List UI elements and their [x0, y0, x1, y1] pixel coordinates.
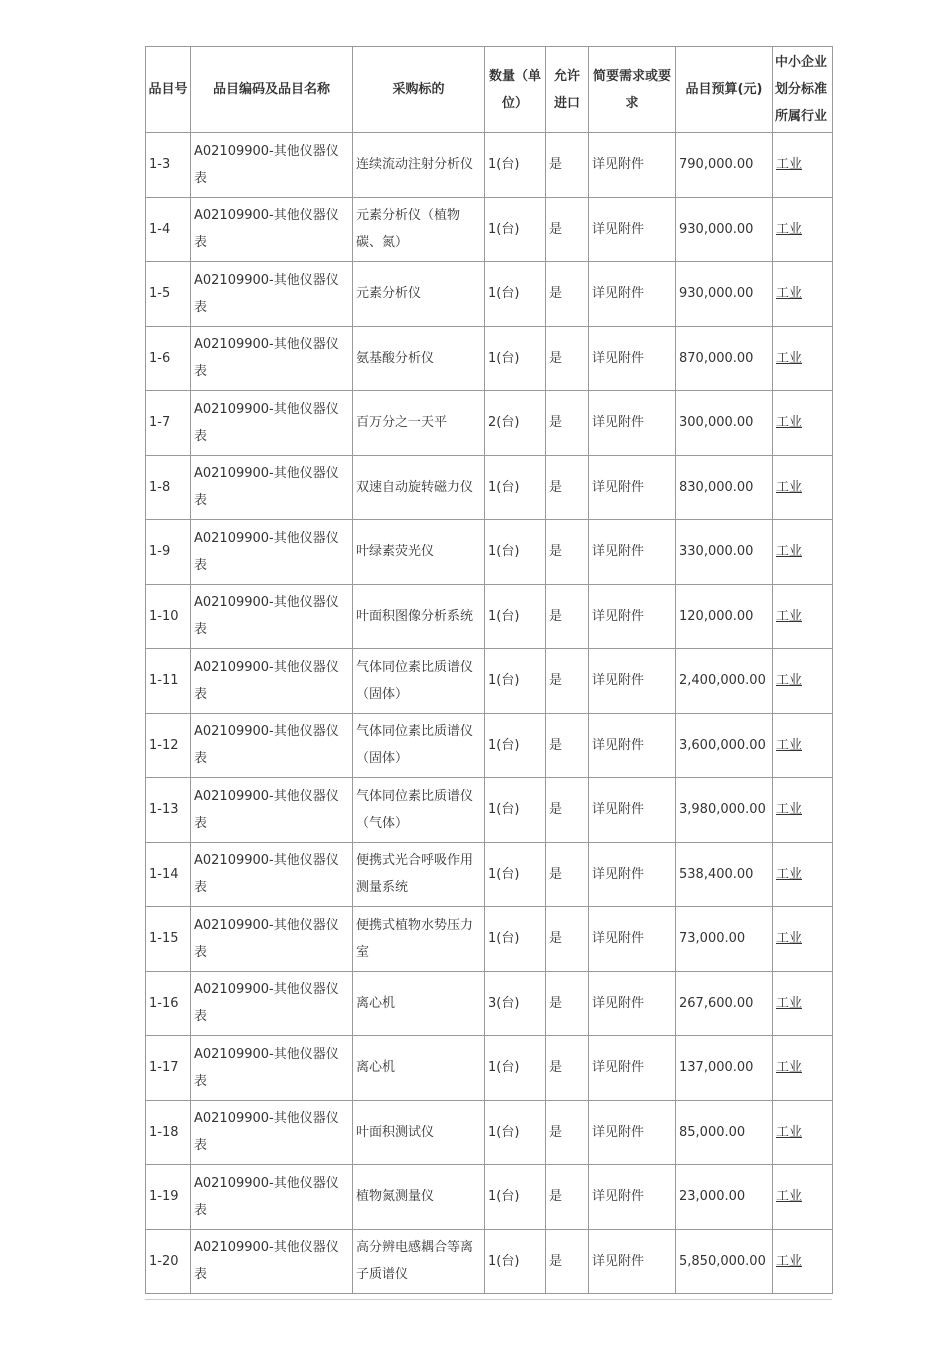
cell-item-code-name: A02109900-其他仪器仪表 [191, 262, 353, 327]
cell-budget: 73,000.00 [676, 907, 773, 972]
cell-item-number: 1-13 [146, 778, 191, 843]
cell-requirements: 详见附件 [589, 1165, 676, 1230]
cell-import-allowed: 是 [546, 133, 589, 198]
cell-quantity: 1(台) [485, 520, 546, 585]
cell-procurement-target: 百万分之一天平 [353, 391, 485, 456]
cell-procurement-target: 连续流动注射分析仪 [353, 133, 485, 198]
cell-budget: 300,000.00 [676, 391, 773, 456]
cell-requirements: 详见附件 [589, 1100, 676, 1165]
cell-requirements: 详见附件 [589, 842, 676, 907]
cell-procurement-target: 植物氮测量仪 [353, 1165, 485, 1230]
cell-budget: 2,400,000.00 [676, 649, 773, 714]
cell-industry-link[interactable]: 工业 [773, 778, 833, 843]
table-row [146, 520, 833, 585]
cell-industry-link[interactable]: 工业 [773, 1100, 833, 1165]
cell-industry-link[interactable]: 工业 [773, 391, 833, 456]
cell-quantity: 3(台) [485, 971, 546, 1036]
cell-item-number: 1-15 [146, 907, 191, 972]
cell-procurement-target: 离心机 [353, 971, 485, 1036]
cell-item-number: 1-16 [146, 971, 191, 1036]
bottom-divider [145, 1299, 832, 1300]
cell-budget: 538,400.00 [676, 842, 773, 907]
cell-import-allowed: 是 [546, 778, 589, 843]
cell-item-number: 1-12 [146, 713, 191, 778]
cell-item-code-name: A02109900-其他仪器仪表 [191, 907, 353, 972]
cell-procurement-target: 气体同位素比质谱仪（固体） [353, 713, 485, 778]
cell-quantity: 1(台) [485, 649, 546, 714]
header-quantity-unit: 数量（单位） [485, 47, 546, 133]
cell-industry-link[interactable]: 工业 [773, 649, 833, 714]
cell-requirements: 详见附件 [589, 326, 676, 391]
cell-import-allowed: 是 [546, 584, 589, 649]
cell-requirements: 详见附件 [589, 907, 676, 972]
cell-item-number: 1-17 [146, 1036, 191, 1101]
cell-item-code-name: A02109900-其他仪器仪表 [191, 391, 353, 456]
cell-industry-link[interactable]: 工业 [773, 1165, 833, 1230]
cell-import-allowed: 是 [546, 197, 589, 262]
table-row [146, 391, 833, 456]
header-sme-industry: 中小企业划分标准所属行业 [773, 47, 833, 133]
cell-import-allowed: 是 [546, 391, 589, 456]
cell-budget: 267,600.00 [676, 971, 773, 1036]
cell-requirements: 详见附件 [589, 520, 676, 585]
cell-budget: 120,000.00 [676, 584, 773, 649]
table-row [146, 1229, 833, 1294]
cell-requirements: 详见附件 [589, 971, 676, 1036]
cell-import-allowed: 是 [546, 1036, 589, 1101]
cell-procurement-target: 高分辨电感耦合等离子质谱仪 [353, 1229, 485, 1294]
cell-import-allowed: 是 [546, 326, 589, 391]
cell-item-number: 1-4 [146, 197, 191, 262]
cell-quantity: 1(台) [485, 197, 546, 262]
cell-budget: 23,000.00 [676, 1165, 773, 1230]
cell-requirements: 详见附件 [589, 197, 676, 262]
cell-import-allowed: 是 [546, 262, 589, 327]
cell-requirements: 详见附件 [589, 262, 676, 327]
cell-item-code-name: A02109900-其他仪器仪表 [191, 133, 353, 198]
cell-industry-link[interactable]: 工业 [773, 520, 833, 585]
cell-industry-link[interactable]: 工业 [773, 1229, 833, 1294]
cell-budget: 3,980,000.00 [676, 778, 773, 843]
cell-requirements: 详见附件 [589, 1036, 676, 1101]
table-row [146, 455, 833, 520]
header-item-code-name: 品目编码及品目名称 [191, 47, 353, 133]
header-import-allowed: 允许进口 [546, 47, 589, 133]
cell-budget: 790,000.00 [676, 133, 773, 198]
cell-item-code-name: A02109900-其他仪器仪表 [191, 584, 353, 649]
table-row [146, 649, 833, 714]
procurement-items-table [145, 46, 833, 1294]
cell-item-number: 1-14 [146, 842, 191, 907]
cell-quantity: 1(台) [485, 778, 546, 843]
cell-item-number: 1-8 [146, 455, 191, 520]
cell-quantity: 2(台) [485, 391, 546, 456]
cell-budget: 330,000.00 [676, 520, 773, 585]
cell-procurement-target: 叶面积图像分析系统 [353, 584, 485, 649]
cell-requirements: 详见附件 [589, 584, 676, 649]
cell-item-code-name: A02109900-其他仪器仪表 [191, 1036, 353, 1101]
cell-budget: 870,000.00 [676, 326, 773, 391]
table-row [146, 842, 833, 907]
cell-import-allowed: 是 [546, 649, 589, 714]
table-row [146, 584, 833, 649]
cell-quantity: 1(台) [485, 1229, 546, 1294]
cell-quantity: 1(台) [485, 1100, 546, 1165]
cell-item-number: 1-9 [146, 520, 191, 585]
cell-quantity: 1(台) [485, 842, 546, 907]
cell-item-number: 1-3 [146, 133, 191, 198]
table-row [146, 326, 833, 391]
cell-import-allowed: 是 [546, 455, 589, 520]
cell-industry-link[interactable]: 工业 [773, 842, 833, 907]
table-row [146, 713, 833, 778]
cell-import-allowed: 是 [546, 1100, 589, 1165]
cell-import-allowed: 是 [546, 842, 589, 907]
header-requirements: 简要需求或要求 [589, 47, 676, 133]
cell-budget: 830,000.00 [676, 455, 773, 520]
cell-industry-link[interactable]: 工业 [773, 455, 833, 520]
cell-budget: 930,000.00 [676, 262, 773, 327]
cell-procurement-target: 叶面积测试仪 [353, 1100, 485, 1165]
cell-item-code-name: A02109900-其他仪器仪表 [191, 197, 353, 262]
cell-requirements: 详见附件 [589, 133, 676, 198]
cell-item-number: 1-19 [146, 1165, 191, 1230]
cell-item-code-name: A02109900-其他仪器仪表 [191, 455, 353, 520]
cell-quantity: 1(台) [485, 133, 546, 198]
cell-import-allowed: 是 [546, 1229, 589, 1294]
cell-import-allowed: 是 [546, 520, 589, 585]
table-row [146, 1036, 833, 1101]
cell-item-code-name: A02109900-其他仪器仪表 [191, 649, 353, 714]
table-row [146, 907, 833, 972]
table-row [146, 133, 833, 198]
cell-budget: 3,600,000.00 [676, 713, 773, 778]
cell-quantity: 1(台) [485, 326, 546, 391]
header-procurement-target: 采购标的 [353, 47, 485, 133]
cell-budget: 930,000.00 [676, 197, 773, 262]
table-header-row [146, 47, 833, 133]
header-item-number: 品目号 [146, 47, 191, 133]
cell-item-number: 1-7 [146, 391, 191, 456]
cell-budget: 137,000.00 [676, 1036, 773, 1101]
cell-industry-link[interactable]: 工业 [773, 971, 833, 1036]
table-row [146, 197, 833, 262]
cell-industry-link[interactable]: 工业 [773, 584, 833, 649]
cell-industry-link[interactable]: 工业 [773, 197, 833, 262]
cell-procurement-target: 气体同位素比质谱仪（气体） [353, 778, 485, 843]
cell-quantity: 1(台) [485, 262, 546, 327]
cell-requirements: 详见附件 [589, 1229, 676, 1294]
table-row [146, 1165, 833, 1230]
cell-industry-link[interactable]: 工业 [773, 262, 833, 327]
cell-procurement-target: 气体同位素比质谱仪（固体） [353, 649, 485, 714]
cell-requirements: 详见附件 [589, 713, 676, 778]
cell-industry-link[interactable]: 工业 [773, 713, 833, 778]
cell-item-number: 1-5 [146, 262, 191, 327]
table-row [146, 262, 833, 327]
table-row [146, 971, 833, 1036]
table-row [146, 1100, 833, 1165]
cell-import-allowed: 是 [546, 971, 589, 1036]
cell-import-allowed: 是 [546, 713, 589, 778]
cell-procurement-target: 氨基酸分析仪 [353, 326, 485, 391]
cell-requirements: 详见附件 [589, 649, 676, 714]
cell-quantity: 1(台) [485, 1165, 546, 1230]
cell-procurement-target: 元素分析仪（植物碳、氮） [353, 197, 485, 262]
cell-requirements: 详见附件 [589, 391, 676, 456]
cell-item-code-name: A02109900-其他仪器仪表 [191, 1229, 353, 1294]
cell-quantity: 1(台) [485, 907, 546, 972]
cell-procurement-target: 便携式光合呼吸作用测量系统 [353, 842, 485, 907]
cell-quantity: 1(台) [485, 455, 546, 520]
cell-item-number: 1-11 [146, 649, 191, 714]
cell-import-allowed: 是 [546, 1165, 589, 1230]
cell-item-code-name: A02109900-其他仪器仪表 [191, 971, 353, 1036]
cell-procurement-target: 离心机 [353, 1036, 485, 1101]
cell-procurement-target: 元素分析仪 [353, 262, 485, 327]
cell-item-code-name: A02109900-其他仪器仪表 [191, 1100, 353, 1165]
cell-item-code-name: A02109900-其他仪器仪表 [191, 326, 353, 391]
cell-industry-link[interactable]: 工业 [773, 326, 833, 391]
cell-item-number: 1-10 [146, 584, 191, 649]
cell-quantity: 1(台) [485, 1036, 546, 1101]
cell-industry-link[interactable]: 工业 [773, 907, 833, 972]
cell-item-number: 1-20 [146, 1229, 191, 1294]
cell-item-code-name: A02109900-其他仪器仪表 [191, 520, 353, 585]
cell-item-number: 1-6 [146, 326, 191, 391]
cell-item-code-name: A02109900-其他仪器仪表 [191, 1165, 353, 1230]
cell-import-allowed: 是 [546, 907, 589, 972]
cell-quantity: 1(台) [485, 584, 546, 649]
cell-procurement-target: 便携式植物水势压力室 [353, 907, 485, 972]
table-body [146, 133, 833, 1294]
cell-item-number: 1-18 [146, 1100, 191, 1165]
header-item-budget: 品目预算(元) [676, 47, 773, 133]
cell-item-code-name: A02109900-其他仪器仪表 [191, 842, 353, 907]
cell-requirements: 详见附件 [589, 778, 676, 843]
table-row [146, 778, 833, 843]
cell-quantity: 1(台) [485, 713, 546, 778]
cell-budget: 5,850,000.00 [676, 1229, 773, 1294]
cell-industry-link[interactable]: 工业 [773, 133, 833, 198]
cell-budget: 85,000.00 [676, 1100, 773, 1165]
cell-requirements: 详见附件 [589, 455, 676, 520]
cell-procurement-target: 双速自动旋转磁力仪 [353, 455, 485, 520]
cell-procurement-target: 叶绿素荧光仪 [353, 520, 485, 585]
cell-item-code-name: A02109900-其他仪器仪表 [191, 713, 353, 778]
cell-item-code-name: A02109900-其他仪器仪表 [191, 778, 353, 843]
cell-industry-link[interactable]: 工业 [773, 1036, 833, 1101]
